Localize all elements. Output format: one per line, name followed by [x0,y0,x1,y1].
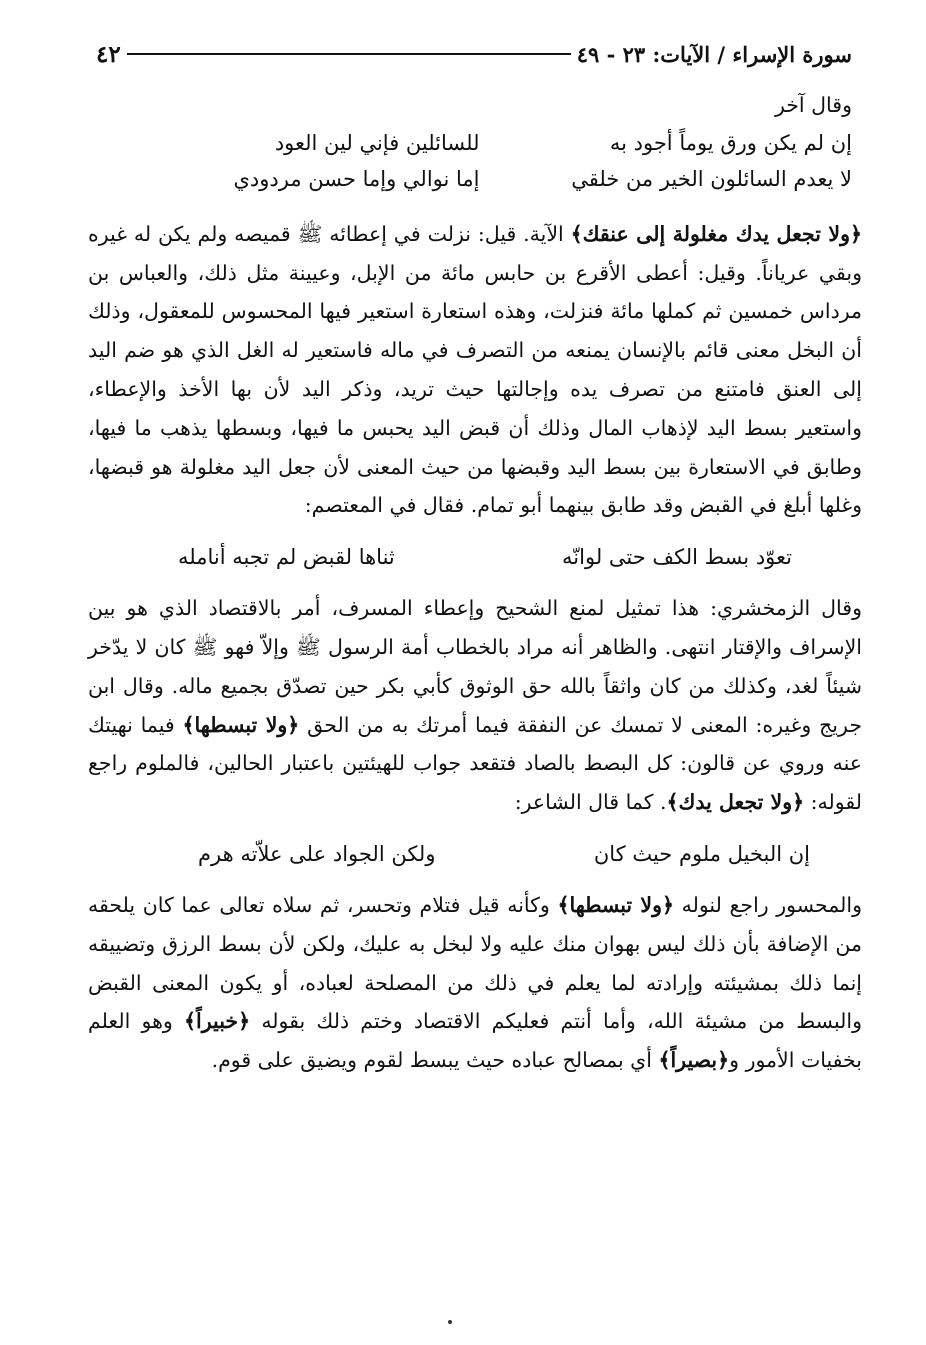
paragraph-text: أي بمصالح عباده حيث يبسط لقوم ويضيق على قوم. [211,1048,659,1073]
quran-quote: ﴿ولا تبسطها﴾ [182,712,300,737]
verse-second-hemistich: للسائلين فإني لين العود [274,130,480,155]
paragraph-1 [88,215,862,525]
header-rule [127,53,571,55]
verse-first-hemistich: تعوّد بسط الكف حتى لوانّه [562,545,792,570]
quran-quote: ﴿ولا تبسطها﴾ [557,892,674,917]
verse-line [88,161,862,197]
quran-quote: ﴿ولا تجعل يدك﴾ [666,790,805,815]
running-title: سورة الإسراء / الآيات: ٢٣ - ٤٩ [576,41,852,67]
paragraph-text: وكأنه قيل فتلام وتحسر، ثم سلاه تعالى عما كان يلحقه من الإضافة بأن ذلك ليس بهوان منك عليه ولا لبخل به عليك، ولكن لأن بسط الرزق وتضييقه إنما ذلك بمشيئته وإرادته لما يعلم في ذلك من المصلحة لعباده، أو يكون المعنى القبض والبسط من مشيئة الله، وأما أنتم فعليكم الاقتصاد وختم ذلك بقوله [88,892,862,1034]
verse-first-hemistich: إن البخيل ملوم حيث كان [593,841,810,866]
quran-quote: ﴿ولا تجعل يدك مغلولة إلى عنقك﴾ [570,221,862,246]
quran-quote: ﴿بصيراً﴾ [658,1048,730,1073]
quran-quote: ﴿خبيراً﴾ [184,1009,251,1034]
page-header [84,34,862,74]
poem-2-verse [88,537,862,577]
paragraph-text: وهو العلم بخفيات الأمور و [88,1009,862,1073]
paragraph-text: الآية. قيل: نزلت في إعطائه ﷺ قميصه ولم يكن له غيره وبقي عرياناً. وقيل: أعطى الأقرع بن حابس مائة من الإبل، وعيينة مثل ذلك، والعباس بن مرداس خمسين ثم كملها مائة فنزلت، وهذه استعارة استعير فيها المحسوس للمعقول، وذلك أن البخل معنى قائم بالإنسان يمنعه من التصرف في ماله فاستعير له الغل الذي هو ضم اليد إلى العنق فامتنع من تصرف يده وإجالتها حيث تريد، وذكر اليد لأن بها الأخذ والإعطاء، واستعير بسط اليد لإذهاب المال وذلك أن قبض اليد يحبس ما فيها، وبسطها يذهب ما فيها، وطابق في الاستعارة بين بسط اليد وقبضها من حيث المعنى لأن جعل اليد مغلولة هو قبضها، وغلها أبلغ في القبض وقد طابق بينهما أبو تمام. فقال في المعتصم: [88,221,862,518]
poem-3-verse [88,834,862,874]
verse-second-hemistich: ثناها لقبض لم تجبه أنامله [178,545,395,570]
verse-line [88,125,862,161]
paragraph-text: . كما قال الشاعر: [514,790,667,815]
page-number: ٤٢ [96,40,121,68]
page-body [88,86,862,1080]
paragraph-text: فيما نهيتك عنه وروي عن قالون: كل البصط بالصاد فتقعد جواب للهيئتين باعتبار الحالين، فالملوم راجع لقوله: [88,712,862,815]
verse-second-hemistich: إما نوالي وإما حسن مردودي [233,166,480,191]
verse-first-hemistich: لا يعدم السائلون الخير من خلقي [571,166,852,191]
paragraph-3 [88,886,862,1080]
poem-intro: وقال آخر [774,93,852,117]
poem-1 [88,125,862,197]
paragraph-2 [88,589,862,822]
paragraph-text: والمحسور راجع لنوله [673,892,862,917]
verse-second-hemistich: ولكن الجواد على علاّته هرم [198,841,436,866]
paragraph-text: وقال الزمخشري: هذا تمثيل لمنع الشحيح وإعطاء المسرف، أمر بالاقتصاد الذي هو بين الإسراف والإقتار انتهى. والظاهر أنه مراد بالخطاب أمة الرسول ﷺ وإلاّ فهو ﷺ كان لا يدّخر شيئاً لغد، وكذلك من كان واثقاً بالله حق الوثوق كأبي بكر حين تصدّق بجميع ماله. وقال ابن جريج وغيره: المعنى لا تمسك عن النفقة فيما أمرتك به من الحق [88,596,862,737]
verse-first-hemistich: إن لم يكن ورق يوماً أجود به [609,130,852,155]
page-speck [448,1320,452,1324]
